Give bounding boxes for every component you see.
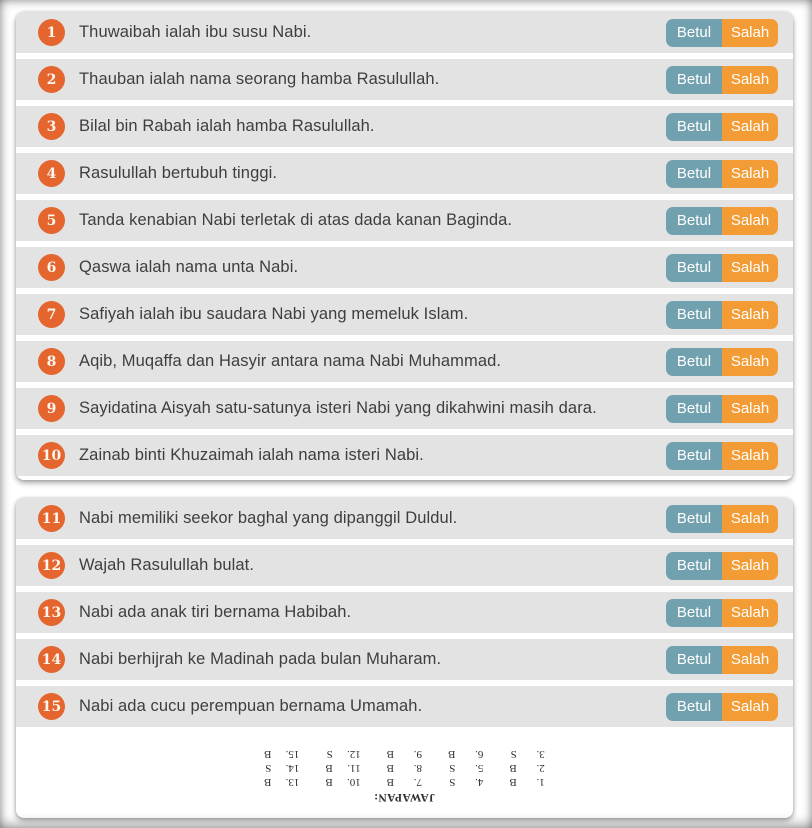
question-row-1 [16,12,793,53]
salah-button[interactable]: Salah [722,113,778,141]
answer-toggle [666,254,778,282]
answer-number: 14. [285,761,300,774]
answer-toggle [666,442,778,470]
betul-button[interactable]: Betul [666,207,722,235]
question-number-badge: 3 [38,113,65,140]
question-text: Wajah Rasulullah bulat. [79,556,255,574]
question-number-badge: 2 [38,66,65,93]
answer-item [264,761,299,774]
answer-number: 5. [475,761,484,774]
answer-key-section [16,727,793,818]
answer-item [448,775,483,788]
betul-button[interactable]: Betul [666,348,722,376]
betul-button[interactable]: Betul [666,693,722,721]
answer-letter: B [386,761,395,774]
question-number-badge: 6 [38,254,65,281]
answer-toggle [666,395,778,423]
answer-letter: B [386,747,395,760]
question-row-12 [16,545,793,586]
salah-button[interactable]: Salah [722,19,778,47]
betul-button[interactable]: Betul [666,113,722,141]
betul-button[interactable]: Betul [666,19,722,47]
answer-letter: S [449,761,456,774]
answer-number: 9. [413,747,423,760]
question-row-11 [16,498,793,539]
question-row-3 [16,106,793,147]
answer-number: 7. [413,775,423,788]
question-row-6 [16,247,793,288]
question-row-10 [16,435,793,476]
salah-button[interactable]: Salah [722,348,778,376]
answer-number: 8. [413,761,423,774]
question-text: Aqib, Muqaffa dan Hasyir antara nama Nabi Muhammad. [79,352,502,370]
answer-key-title: JAWAPAN: [373,790,436,803]
answer-number: 2. [536,761,545,774]
question-text: Bilal bin Rabah ialah hamba Rasulullah. [79,117,375,135]
answer-toggle [666,301,778,329]
answer-number: 12. [347,747,361,760]
question-card-2 [16,498,793,818]
salah-button[interactable]: Salah [722,207,778,235]
answer-item [264,775,299,788]
answer-letter: S [326,747,333,760]
answer-key-grid [264,747,545,788]
salah-button[interactable]: Salah [722,693,778,721]
betul-button[interactable]: Betul [666,395,722,423]
answer-letter: B [264,747,272,760]
question-number-badge: 1 [38,19,65,46]
question-text: Nabi ada cucu perempuan bernama Umamah. [79,697,423,715]
answer-toggle [666,348,778,376]
answer-number: 3. [536,747,545,760]
question-number-badge: 9 [38,395,65,422]
answer-letter: S [510,747,517,760]
answer-item [264,747,299,760]
answer-letter: B [509,775,517,788]
answer-letter: B [325,775,333,788]
salah-button[interactable]: Salah [722,442,778,470]
answer-toggle [666,646,778,674]
question-rows-11-15 [16,498,793,727]
betul-button[interactable]: Betul [666,301,722,329]
answer-letter: S [449,775,456,788]
answer-toggle [666,66,778,94]
question-text: Sayidatina Aisyah satu-satunya isteri Nabi yang dikahwini masih dara. [79,399,597,417]
answer-item [510,747,545,760]
salah-button[interactable]: Salah [722,395,778,423]
question-row-9 [16,388,793,429]
question-row-7 [16,294,793,335]
question-text: Thauban ialah nama seorang hamba Rasulullah. [79,70,440,88]
salah-button[interactable]: Salah [722,552,778,580]
question-text: Nabi ada anak tiri bernama Habibah. [79,603,352,621]
question-number-badge: 7 [38,301,65,328]
question-text: Rasulullah bertubuh tinggi. [79,164,278,182]
answer-letter: S [265,761,272,774]
betul-button[interactable]: Betul [666,254,722,282]
answer-toggle [666,505,778,533]
answer-number: 15. [285,747,300,760]
answer-letter: B [509,761,517,774]
answer-number: 4. [475,775,484,788]
answer-item [387,775,422,788]
salah-button[interactable]: Salah [722,160,778,188]
question-row-14 [16,639,793,680]
salah-button[interactable]: Salah [722,646,778,674]
answer-toggle [666,599,778,627]
question-text: Thuwaibah ialah ibu susu Nabi. [79,23,312,41]
answer-letter: B [386,775,395,788]
answer-toggle [666,207,778,235]
question-number-badge: 13 [38,599,65,626]
question-rows-1-10 [16,12,793,476]
answer-item [448,761,483,774]
betul-button[interactable]: Betul [666,599,722,627]
answer-key-upside-down [264,747,545,803]
question-text: Tanda kenabian Nabi terletak di atas dada kanan Baginda. [79,211,513,229]
question-card-1 [16,12,793,480]
betul-button[interactable]: Betul [666,646,722,674]
salah-button[interactable]: Salah [722,301,778,329]
question-number-badge: 5 [38,207,65,234]
answer-toggle [666,160,778,188]
answer-number: 6. [475,747,484,760]
answer-item [387,761,422,774]
question-number-badge: 14 [38,646,65,673]
answer-toggle [666,113,778,141]
salah-button[interactable]: Salah [722,66,778,94]
question-number-badge: 11 [38,505,65,532]
salah-button[interactable]: Salah [722,599,778,627]
answer-toggle [666,693,778,721]
question-number-badge: 12 [38,552,65,579]
question-row-4 [16,153,793,194]
question-text: Qaswa ialah nama unta Nabi. [79,258,299,276]
answer-number: 1. [536,775,545,788]
answer-toggle [666,19,778,47]
answer-number: 13. [285,775,300,788]
answer-item [510,775,545,788]
question-text: Nabi memiliki seekor baghal yang dipanggil Duldul. [79,509,458,527]
question-row-15 [16,686,793,727]
answer-item [510,761,545,774]
question-text: Safiyah ialah ibu saudara Nabi yang memeluk Islam. [79,305,469,323]
answer-item [387,747,422,760]
question-row-5 [16,200,793,241]
question-number-badge: 10 [38,442,65,469]
betul-button[interactable]: Betul [666,505,722,533]
answer-item [325,761,360,774]
betul-button[interactable]: Betul [666,160,722,188]
answer-item [325,775,360,788]
question-row-2 [16,59,793,100]
answer-letter: B [264,775,272,788]
question-number-badge: 8 [38,348,65,375]
betul-button[interactable]: Betul [666,552,722,580]
answer-toggle [666,552,778,580]
answer-item [325,747,360,760]
answer-item [448,747,483,760]
question-number-badge: 4 [38,160,65,187]
answer-letter: B [448,747,456,760]
question-text: Zainab binti Khuzaimah ialah nama isteri Nabi. [79,446,424,464]
question-row-8 [16,341,793,382]
answer-number: 11. [347,761,361,774]
question-row-13 [16,592,793,633]
answer-letter: B [325,761,333,774]
question-number-badge: 15 [38,693,65,720]
answer-number: 10. [347,775,361,788]
salah-button[interactable]: Salah [722,254,778,282]
salah-button[interactable]: Salah [722,505,778,533]
betul-button[interactable]: Betul [666,442,722,470]
betul-button[interactable]: Betul [666,66,722,94]
question-text: Nabi berhijrah ke Madinah pada bulan Muharam. [79,650,442,668]
